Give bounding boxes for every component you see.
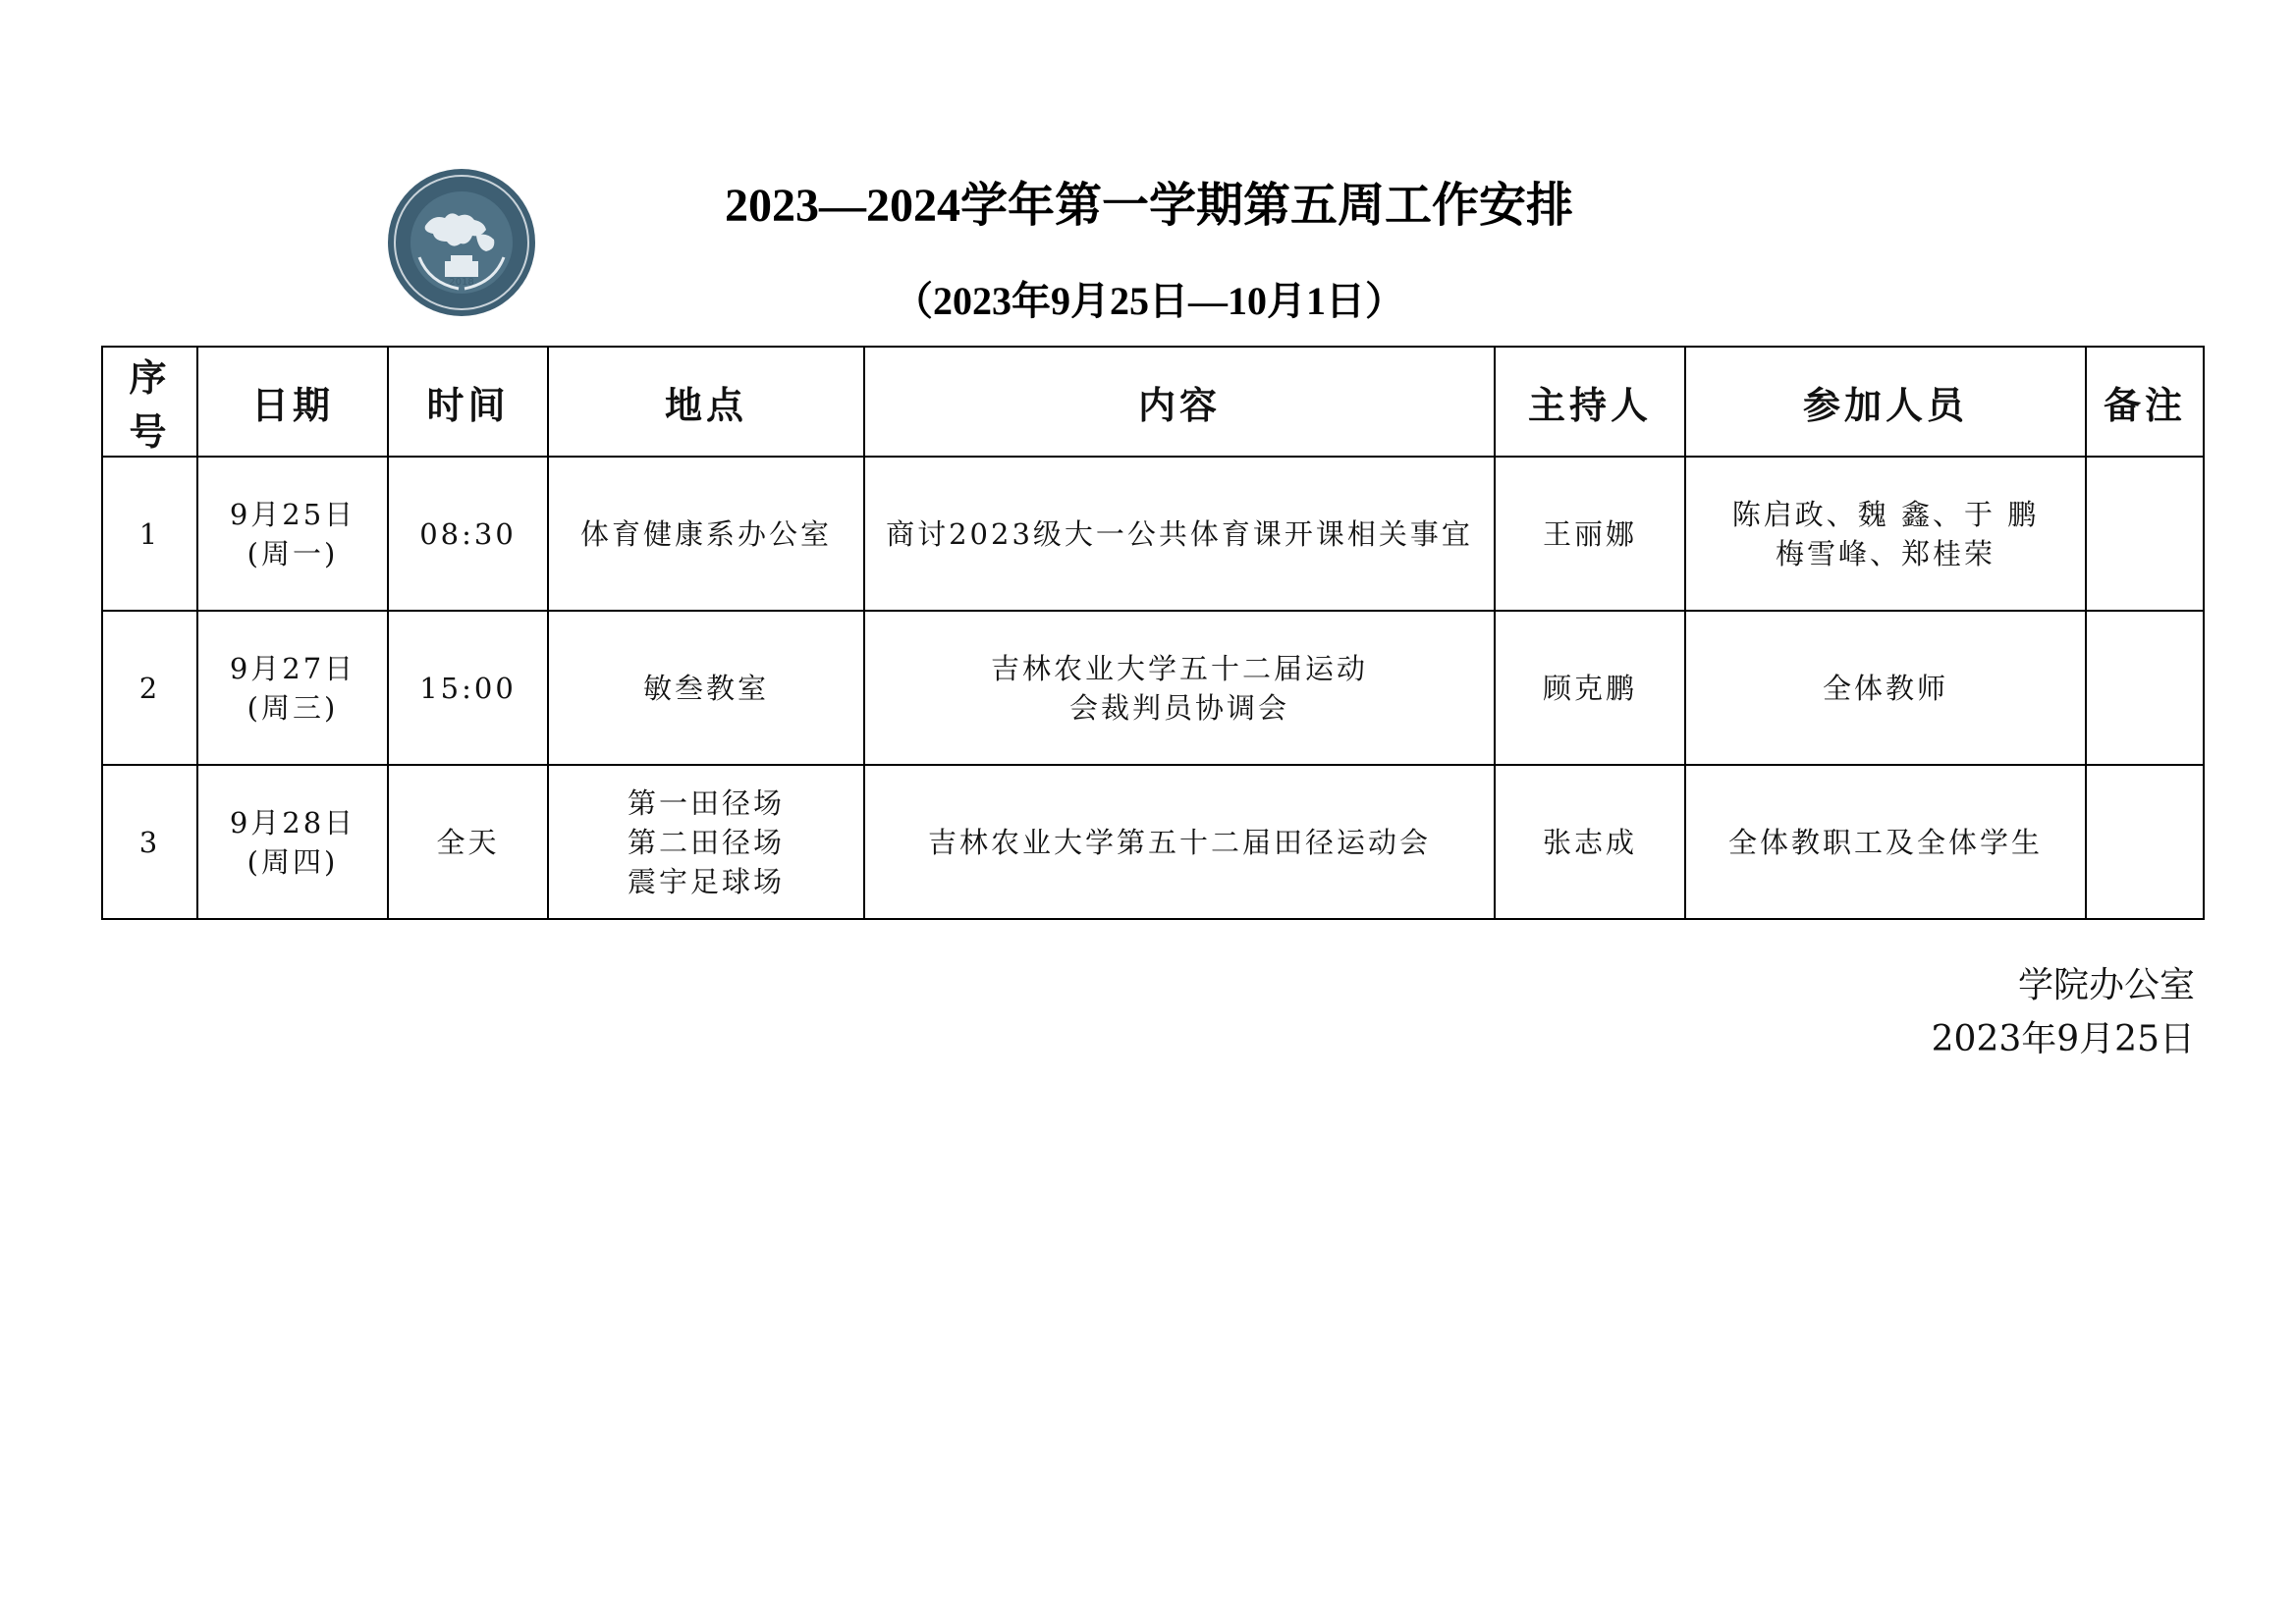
issuing-office: 学院办公室 <box>2017 965 2195 1005</box>
row-number <box>102 457 197 611</box>
row-date <box>197 457 388 611</box>
row-number-line: 1 <box>138 516 161 551</box>
column-time-header: 时间 <box>388 347 548 457</box>
row-participants-line: 全体教职工及全体学生 <box>1727 825 2043 859</box>
row-host-line: 顾克鹏 <box>1542 671 1637 705</box>
date-range-subtitle: （2023年9月25日—10月1日） <box>894 279 1404 323</box>
row-number <box>102 611 197 765</box>
row-location-line: 第二田径场 <box>627 825 785 859</box>
row-location-line: 体育健康系办公室 <box>579 516 832 551</box>
row-time-line: 15:00 <box>419 671 517 705</box>
row-host-line: 王丽娜 <box>1542 516 1637 551</box>
row-date-line: 9月27日 <box>229 651 356 685</box>
row-number <box>102 765 197 919</box>
row-participants <box>1685 611 2086 765</box>
row-content-line: 吉林农业大学五十二届运动 <box>990 651 1368 685</box>
column-content-header: 内容 <box>864 347 1495 457</box>
row-time <box>388 765 548 919</box>
column-host-header: 主持人 <box>1495 347 1685 457</box>
row-number-line: 3 <box>138 825 161 859</box>
row-time <box>388 457 548 611</box>
row-host <box>1495 611 1685 765</box>
row-time-line: 全天 <box>436 825 500 859</box>
column-date-header: 日期 <box>197 347 388 457</box>
row-note <box>2086 765 2204 919</box>
row-date-line: (周三) <box>246 690 339 725</box>
table-row <box>102 611 2204 765</box>
row-date <box>197 611 388 765</box>
column-location-header: 地点 <box>548 347 864 457</box>
issue-date: 2023年9月25日 <box>1931 1019 2195 1059</box>
row-content-line: 会裁判员协调会 <box>1068 690 1289 725</box>
column-note-header: 备注 <box>2086 347 2204 457</box>
row-date <box>197 765 388 919</box>
row-content <box>864 765 1495 919</box>
row-time <box>388 611 548 765</box>
row-date-line: 9月28日 <box>229 805 356 839</box>
row-date-line: 9月25日 <box>229 497 356 531</box>
row-content-line: 商讨2023级大一公共体育课开课相关事宜 <box>886 516 1473 551</box>
row-host <box>1495 457 1685 611</box>
row-time-line: 08:30 <box>419 516 517 551</box>
row-location-line: 震宇足球场 <box>627 864 785 898</box>
seal-year: 2018 <box>449 277 474 288</box>
row-participants-line: 全体教师 <box>1822 671 1948 705</box>
row-location <box>548 457 864 611</box>
table-header-row <box>102 347 2204 457</box>
column-participants-header: 参加人员 <box>1685 347 2086 457</box>
row-location-line: 敏叁教室 <box>642 671 769 705</box>
row-note <box>2086 457 2204 611</box>
schedule-table <box>101 346 2205 920</box>
row-location <box>548 611 864 765</box>
row-date-line: (周四) <box>246 844 339 879</box>
row-content <box>864 457 1495 611</box>
row-host-line: 张志成 <box>1542 825 1637 859</box>
row-content <box>864 611 1495 765</box>
row-participants <box>1685 765 2086 919</box>
row-location <box>548 765 864 919</box>
row-participants-line: 陈启政、魏 鑫、于 鹏 <box>1731 497 2040 531</box>
row-date-line: (周一) <box>246 536 339 570</box>
row-location-line: 第一田径场 <box>627 785 785 820</box>
row-note <box>2086 611 2204 765</box>
row-host <box>1495 765 1685 919</box>
row-participants <box>1685 457 2086 611</box>
row-number-line: 2 <box>138 671 161 705</box>
table-row <box>102 765 2204 919</box>
page-title: 2023—2024学年第一学期第五周工作安排 <box>724 180 1573 232</box>
table-row <box>102 457 2204 611</box>
column-no-header: 序号 <box>102 347 197 457</box>
row-content-line: 吉林农业大学第五十二届田径运动会 <box>927 825 1431 859</box>
row-participants-line: 梅雪峰、郑桂荣 <box>1775 536 1995 570</box>
